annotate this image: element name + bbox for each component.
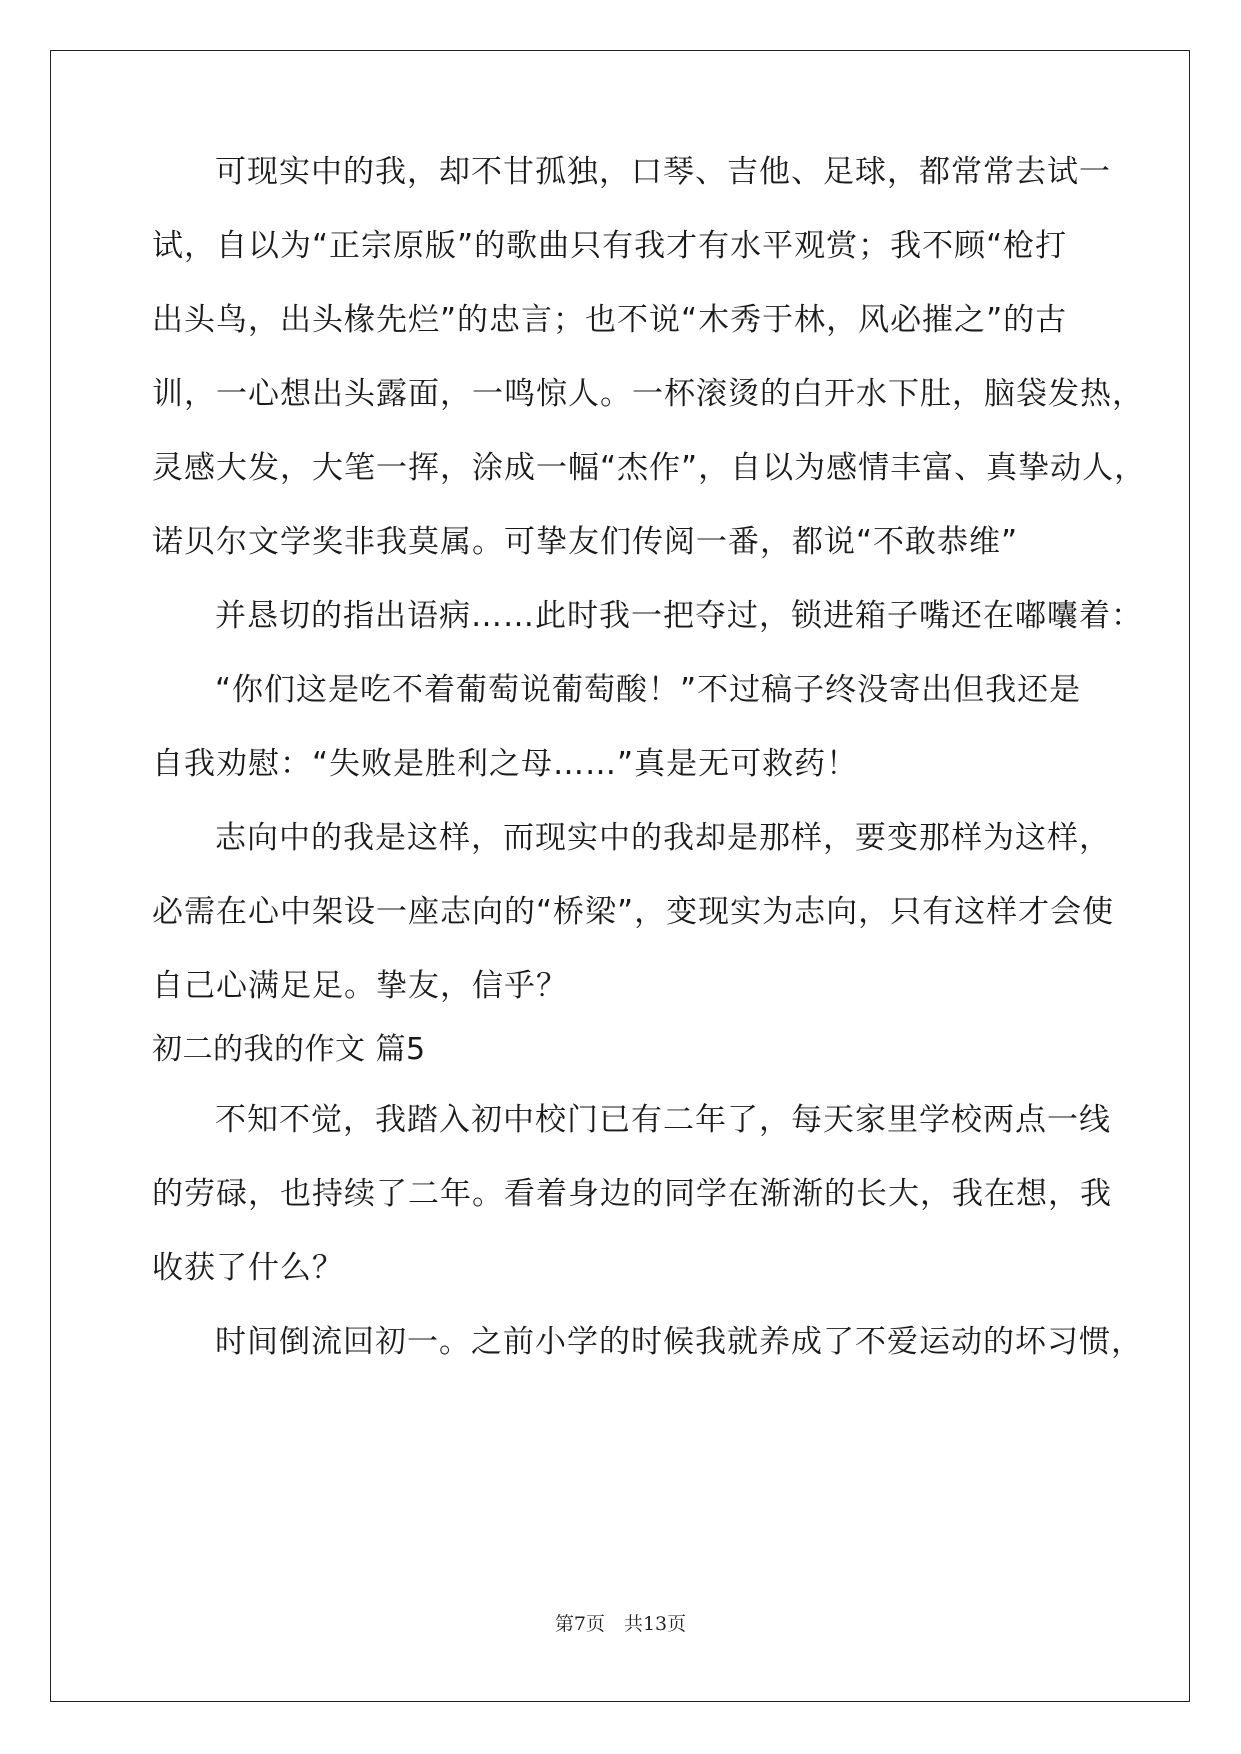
section-heading: 初二的我的作文 篇5 (152, 1032, 426, 1067)
page-border (50, 50, 1190, 1702)
paragraph-1-line-5: 灵感大发，大笔一挥，涂成一幅“杰作”，自以为感情丰富、真挚动人， (152, 450, 1147, 486)
paragraph-4-line-3: 收获了什么？ (152, 1250, 344, 1286)
paragraph-1-line-2: 试，自以为“正宗原版”的歌曲只有我才有水平观赏；我不顾“枪打 (152, 228, 1068, 264)
paragraph-1-line-1: 可现实中的我，却不甘孤独，口琴、吉他、足球，都常常去试一 (215, 154, 1111, 190)
paragraph-4-line-2: 的劳碌，也持续了二年。看着身边的同学在渐渐的长大，我在想，我 (152, 1176, 1112, 1212)
paragraph-3-line-2: 必需在心中架设一座志向的“桥梁”，变现实为志向，只有这样才会使 (152, 894, 1115, 930)
paragraph-2-line-2: “你们这是吃不着葡萄说葡萄酸！”不过稿子终没寄出但我还是 (215, 672, 1082, 708)
page-number-footer: 第7页 共13页 (554, 1613, 687, 1635)
paragraph-4-line-1: 不知不觉，我踏入初中校门已有二年了，每天家里学校两点一线 (215, 1102, 1111, 1138)
paragraph-3-line-1: 志向中的我是这样，而现实中的我却是那样，要变那样为这样， (215, 820, 1111, 856)
paragraph-1-line-4: 训，一心想出头露面，一鸣惊人。一杯滚烫的白开水下肚，脑袋发热， (152, 376, 1144, 412)
paragraph-5-line-1: 时间倒流回初一。之前小学的时候我就养成了不爱运动的坏习惯， (215, 1324, 1143, 1360)
paragraph-1-line-6: 诺贝尔文学奖非我莫属。可挚友们传阅一番，都说“不敢恭维” (152, 524, 1019, 560)
paragraph-2-line-1: 并恳切的指出语病……此时我一把夺过，锁进箱子嘴还在嘟囔着： (215, 598, 1143, 634)
paragraph-1-line-3: 出头鸟，出头椽先烂”的忠言；也不说“木秀于林，风必摧之”的古 (152, 302, 1068, 338)
paragraph-3-line-3: 自己心满足足。挚友，信乎？ (152, 968, 568, 1004)
paragraph-2-line-3: 自我劝慰：“失败是胜利之母……”真是无可救药！ (152, 746, 859, 782)
